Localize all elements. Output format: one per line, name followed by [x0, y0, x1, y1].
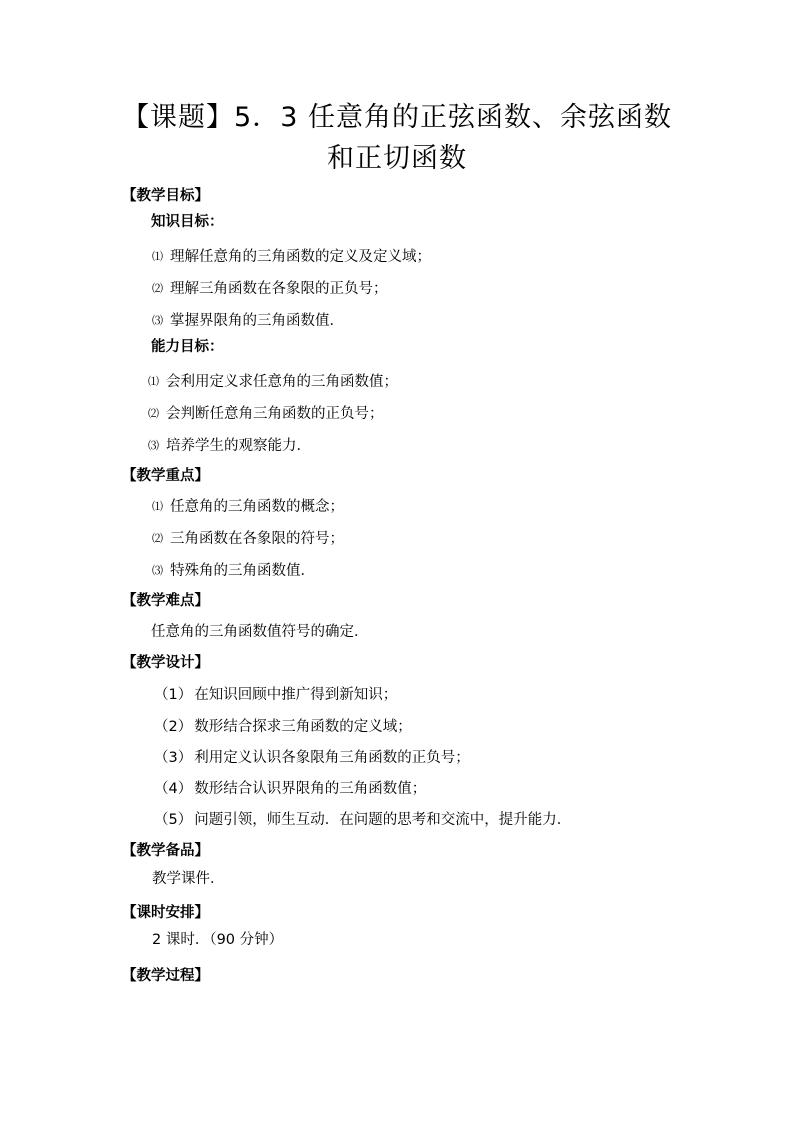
item-number: ⑶	[148, 439, 159, 452]
item-text: 掌握界限角的三角函数值．	[170, 313, 344, 329]
item-number: ⑴	[148, 375, 159, 388]
ability-objective-item	[148, 372, 398, 392]
item-number: ⑴	[152, 500, 163, 513]
item-text: 培养学生的观察能力．	[166, 438, 311, 454]
section-heading-design: 【教学设计】	[122, 655, 209, 671]
item-text: 数形结合认识界限角的三角函数值；	[194, 781, 427, 797]
item-number: （3）	[154, 750, 193, 766]
design-item	[154, 779, 426, 799]
key-point-item	[152, 561, 315, 581]
item-text: 理解任意角的三角函数的定义及定义域；	[170, 249, 431, 265]
design-item	[154, 717, 412, 737]
ability-objective-item	[148, 436, 311, 456]
design-item	[154, 748, 470, 768]
item-text: 三角函数在各象限的符号；	[170, 531, 344, 547]
item-text: 利用定义认识各象限角三角函数的正负号；	[194, 750, 470, 766]
item-number: ⑵	[152, 282, 163, 295]
item-number: （5）	[154, 812, 193, 828]
section-heading-objectives: 【教学目标】	[122, 188, 209, 204]
item-number: ⑵	[152, 532, 163, 545]
key-point-item	[152, 497, 344, 517]
materials-text: 教学课件．	[152, 871, 225, 887]
difficulty-text: 任意角的三角函数值符号的确定．	[151, 624, 369, 640]
item-number: （4）	[154, 781, 193, 797]
lesson-title-line-2: 和正切函数	[327, 143, 467, 174]
item-number: ⑶	[152, 314, 163, 327]
section-heading-key-points: 【教学重点】	[122, 468, 209, 484]
item-text: 会利用定义求任意角的三角函数值；	[166, 374, 398, 390]
design-item	[154, 810, 571, 830]
design-item	[154, 685, 397, 705]
item-text: 数形结合探求三角函数的定义域；	[194, 719, 412, 735]
item-text: 任意角的三角函数的概念；	[170, 499, 344, 515]
section-heading-process: 【教学过程】	[122, 968, 209, 984]
subheading-knowledge-objectives: 知识目标：	[151, 214, 224, 230]
item-text: 会判断任意角三角函数的正负号；	[166, 406, 384, 422]
section-heading-materials: 【教学备品】	[122, 843, 209, 859]
schedule-text: 2 课时．（90 分钟）	[152, 932, 284, 948]
item-number: ⑴	[152, 250, 163, 263]
item-text: 特殊角的三角函数值．	[170, 563, 315, 579]
ability-objective-item	[148, 404, 384, 424]
item-text: 在知识回顾中推广得到新知识；	[194, 687, 398, 703]
knowledge-objective-item	[152, 311, 344, 331]
section-heading-difficulty: 【教学难点】	[122, 593, 209, 609]
section-heading-schedule: 【课时安排】	[122, 905, 209, 921]
knowledge-objective-item	[152, 247, 431, 267]
subheading-ability-objectives: 能力目标：	[151, 339, 224, 355]
lesson-title-line-1: 【课题】5．3 任意角的正弦函数、余弦函数	[122, 102, 672, 133]
item-text: 理解三角函数在各象限的正负号；	[170, 281, 388, 297]
item-number: （1）	[154, 687, 193, 703]
key-point-item	[152, 529, 344, 549]
knowledge-objective-item	[152, 279, 388, 299]
item-number: ⑶	[152, 564, 163, 577]
item-text: 问题引领，师生互动．在问题的思考和交流中，提升能力．	[194, 812, 572, 828]
item-number: ⑵	[148, 407, 159, 420]
item-number: （2）	[154, 719, 193, 735]
